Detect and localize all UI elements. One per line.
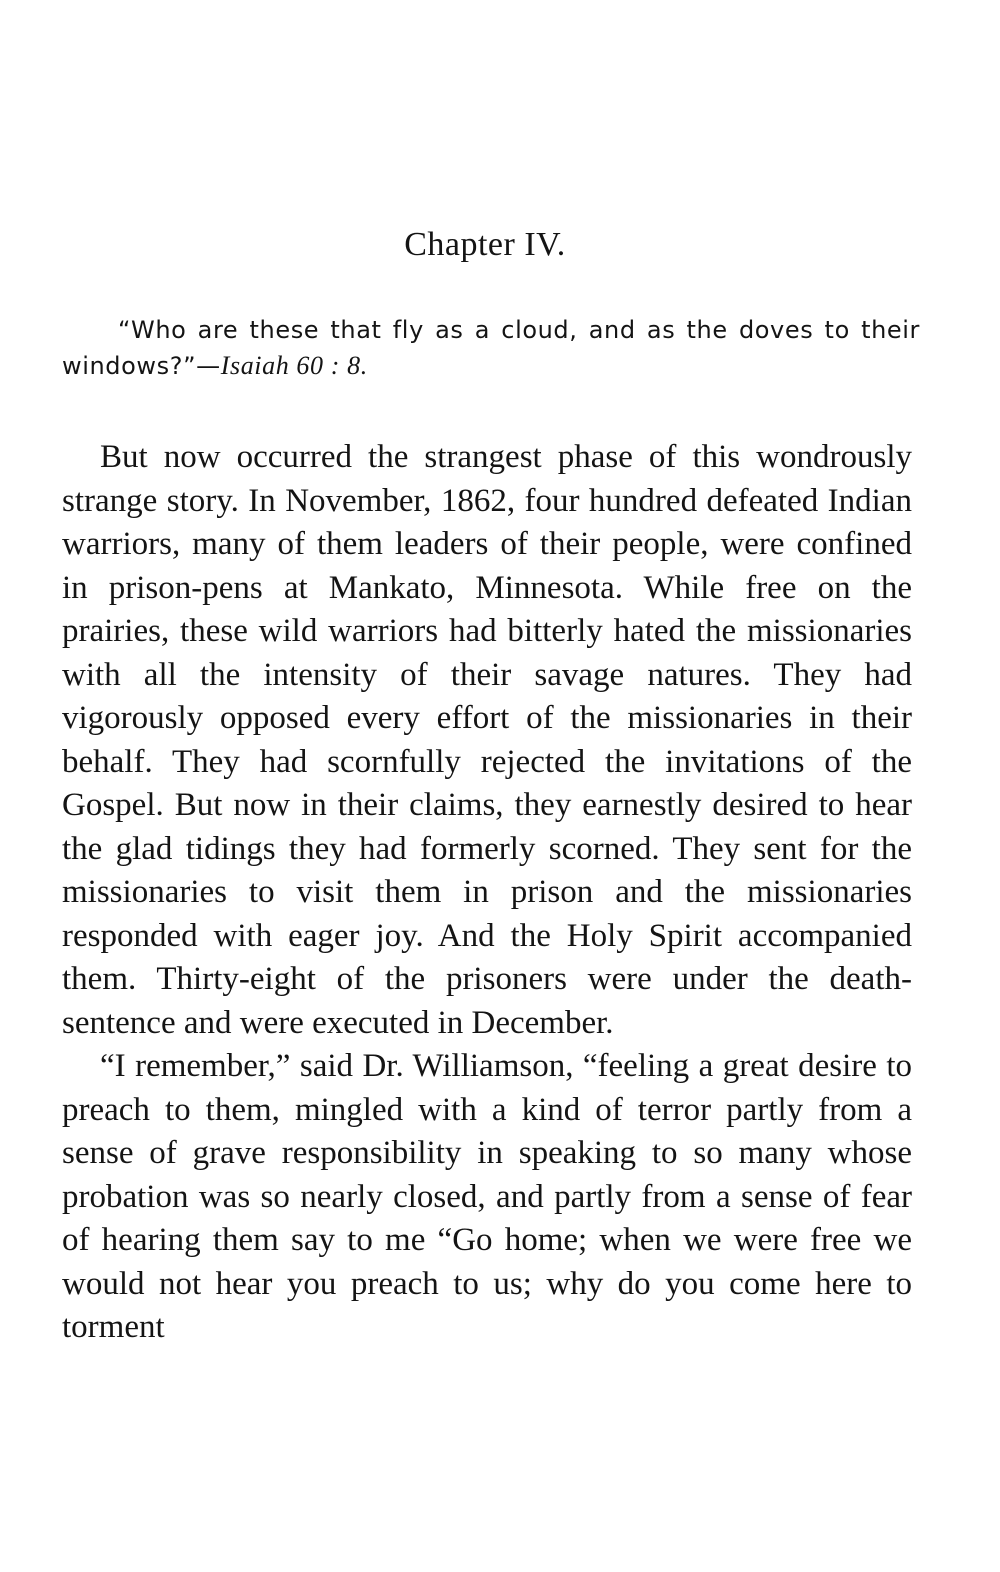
epigraph <box>62 313 920 384</box>
epigraph-reference: Isaiah 60 : 8. <box>220 351 368 380</box>
chapter-title: Chapter IV. <box>404 226 566 263</box>
paragraph-1: But now occurred the strangest phase of this wondrously strange story. In November, 1862, four hundred defeated Indian warriors, many of them leaders of their people, were confined in prison-pens at Mankato, Minnesota. While free on the prairies, these wild warriors had bitterly hated the missionaries with all the intensity of their savage natures. They had vigorously opposed every effort of the missionaries in their behalf. They had scornfully rejected the invitations of the Gospel. But now in their claims, they earnestly desired to hear the glad tidings they had formerly scorned. They sent for the missionaries to visit them in prison and the missionaries responded with eager joy. And the Holy Spirit accompanied them. Thirty-eight of the prisoners were under the death-sentence and were executed in December. <box>62 439 912 1041</box>
body-text <box>62 436 912 1350</box>
epigraph-quote: “Who are these that fly as a cloud, and as the doves to their windows?”— <box>62 316 920 380</box>
paragraph-2: “I remember,” said Dr. Williamson, “feeling a great desire to preach to them, mingled with a kind of terror partly from a sense of grave responsibility in speaking to so many whose probation was so nearly closed, and partly from a sense of fear of hearing them say to me “Go home; when we were free we would not hear you preach to us; why do you come here to torment <box>62 1048 912 1345</box>
